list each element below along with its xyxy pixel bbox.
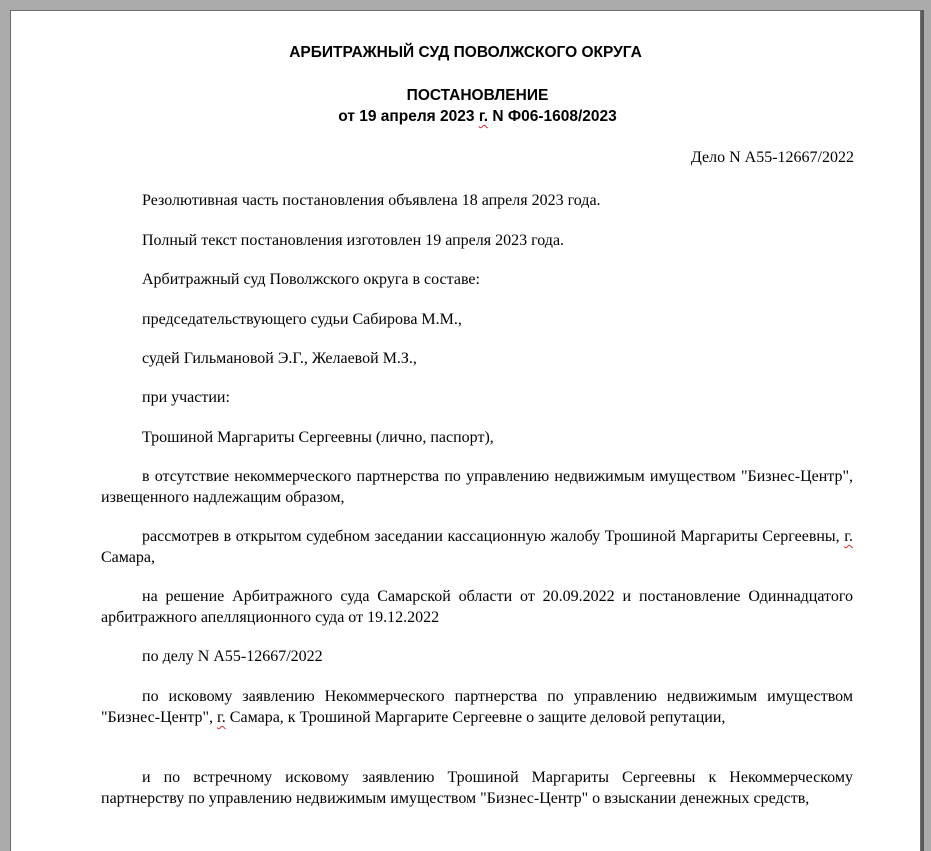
document-date [0, 108, 931, 126]
paragraph-cassation-complaint [101, 526, 853, 568]
paragraph-text: рассмотрев в открытом судебном заседании кассационную жалобу Трошиной Маргариты Сергеевны, [142, 528, 845, 545]
paragraph-participant: Трошиной Маргариты Сергеевны (лично, паспорт), [142, 429, 494, 446]
paragraph-text: Самара, к Трошиной Маргарите Сергеевне о защите деловой репутации, [225, 709, 726, 726]
document-date-suffix: N Ф06-1608/2023 [488, 108, 617, 125]
paragraph-text: Самара, [101, 549, 155, 566]
paragraph-case-reference: по делу N А55-12667/2022 [142, 648, 323, 665]
paragraph-resolution-date: Резолютивная часть постановления объявлена 18 апреля 2023 года. [142, 192, 601, 209]
paragraph-absence: в отсутствие некоммерческого партнерства по управлению недвижимым имуществом "Бизнес-Центр", извещенного надлежащим образом, [101, 468, 853, 506]
spellcheck-mark: г. [217, 709, 226, 726]
paragraph-claim [101, 686, 853, 728]
court-name: АРБИТРАЖНЫЙ СУД ПОВОЛЖСКОГО ОКРУГА [289, 44, 642, 61]
paragraph-participation: при участии: [142, 389, 230, 406]
paragraph-full-text-date: Полный текст постановления изготовлен 19 апреля 2023 года. [142, 232, 565, 249]
spellcheck-mark: г. [478, 108, 489, 125]
paragraph-decisions: на решение Арбитражного суда Самарской области от 20.09.2022 и постановление Одиннадцатого арбитражного апелляционного суда от 19.12.2022 [101, 588, 853, 626]
paragraph-text: по исковому заявлению Некоммерческого партнерства по управлению недвижимым имуществом "Бизнес-Центр", [101, 688, 853, 726]
document-date-prefix: от 19 апреля 2023 [338, 108, 479, 125]
paragraph-judges: судей Гильмановой Э.Г., Желаевой М.З., [142, 350, 417, 367]
case-number: Дело N А55-12667/2022 [690, 149, 854, 166]
paragraph-presiding-judge: председательствующего судьи Сабирова М.М., [142, 311, 462, 328]
document-type: ПОСТАНОВЛЕНИЕ [406, 87, 549, 104]
spellcheck-mark: г. [844, 528, 853, 545]
paragraph-court-composition: Арбитражный суд Поволжского округа в составе: [142, 271, 480, 288]
paragraph-counterclaim: и по встречному исковому заявлению Трошиной Маргариты Сергеевны к Некоммерческому партнерству по управлению недвижимым имуществом "Бизнес-Центр" о взыскании денежных средств, [101, 769, 853, 807]
